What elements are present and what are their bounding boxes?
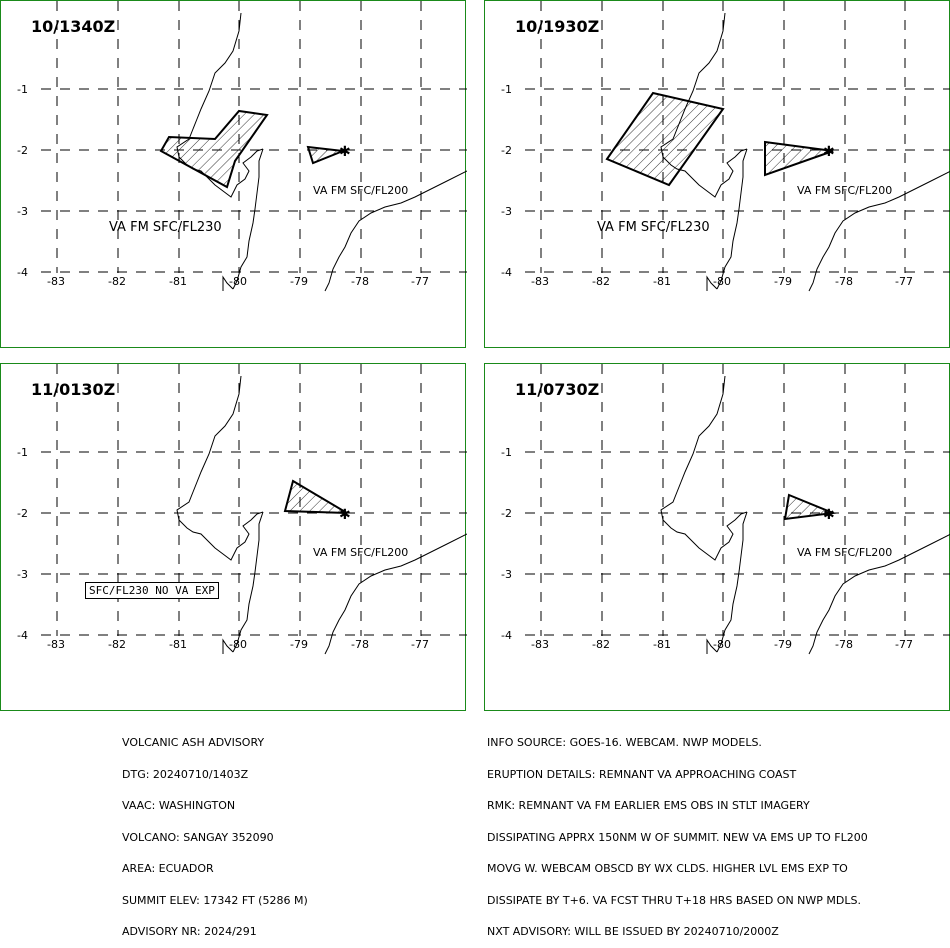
latitude-label: -3 [501,568,512,581]
advisory-line: SUMMIT ELEV: 17342 FT (5286 M) [122,893,308,907]
longitude-label: -82 [108,275,126,288]
volcano-marker-icon: ✱ [823,507,835,523]
map-canvas [485,364,950,712]
ash-label-east: VA FM SFC/FL200 [313,546,409,559]
longitude-label: -83 [47,638,65,651]
advisory-line: VOLCANIC ASH ADVISORY [122,736,265,749]
latitude-label: -2 [17,507,28,520]
volcano-marker-icon: ✱ [339,507,351,523]
longitude-label: -80 [713,275,731,288]
advisory-line: ADVISORY NR: 2024/291 [122,925,257,938]
advisory-line: NXT ADVISORY: WILL BE ISSUED BY 20240710/2000Z [487,925,779,938]
longitude-label: -80 [229,638,247,651]
map-canvas [1,364,467,712]
ash-cloud-polygon [308,147,343,163]
ash-label-west: VA FM SFC/FL230 [109,220,222,235]
ash-label-east: VA FM SFC/FL200 [313,184,409,197]
latitude-label: -4 [17,629,28,642]
coastline [177,376,263,560]
longitude-label: -77 [895,275,913,288]
longitude-label: -81 [653,275,671,288]
advisory-line: DISSIPATE BY T+6. VA FCST THRU T+18 HRS BASED ON NWP MDLS. [487,893,861,907]
longitude-label: -79 [290,275,308,288]
longitude-label: -83 [47,275,65,288]
longitude-label: -78 [835,275,853,288]
latitude-label: -1 [501,446,512,459]
longitude-label: -81 [169,275,187,288]
coastline [661,376,747,560]
map-panel-1 [0,0,466,348]
longitude-label: -78 [835,638,853,651]
ash-label-east: VA FM SFC/FL200 [797,546,893,559]
longitude-label: -83 [531,638,549,651]
longitude-label: -78 [351,275,369,288]
panel-time: 10/1930Z [515,17,600,36]
longitude-label: -82 [592,275,610,288]
longitude-label: -77 [895,638,913,651]
latitude-label: -1 [501,83,512,96]
panel-time: 11/0130Z [31,380,116,399]
latitude-label: -2 [17,144,28,157]
volcano-marker-icon: ✱ [339,144,351,160]
latitude-label: -2 [501,507,512,520]
advisory-line: MOVG W. WEBCAM OBSCD BY WX CLDS. HIGHER LVL EMS EXP TO [487,862,848,875]
map-panel-4 [484,363,950,711]
no-va-expected-box: SFC/FL230 NO VA EXP [85,582,219,599]
longitude-label: -79 [774,275,792,288]
longitude-label: -81 [653,638,671,651]
latitude-label: -3 [17,568,28,581]
longitude-label: -80 [229,275,247,288]
longitude-label: -77 [411,275,429,288]
latitude-label: -1 [17,83,28,96]
longitude-label: -78 [351,638,369,651]
panel-time: 10/1340Z [31,17,116,36]
map-panel-3 [0,363,466,711]
advisory-line: AREA: ECUADOR [122,862,214,875]
ash-cloud-polygon [285,481,347,513]
ash-label-east: VA FM SFC/FL200 [797,184,893,197]
longitude-label: -81 [169,638,187,651]
longitude-label: -79 [290,638,308,651]
latitude-label: -2 [501,144,512,157]
latitude-label: -3 [17,205,28,218]
map-canvas [485,1,950,349]
map-canvas [1,1,467,349]
ash-cloud-polygon [161,111,267,187]
latitude-label: -4 [17,266,28,279]
advisory-right [487,717,868,948]
advisory-left [122,717,308,948]
longitude-label: -82 [108,638,126,651]
advisory-line: RMK: REMNANT VA FM EARLIER EMS OBS IN STLT IMAGERY [487,799,810,812]
advisory-line: DISSIPATING APPRX 150NM W OF SUMMIT. NEW VA EMS UP TO FL200 [487,830,868,844]
volcano-marker-icon: ✱ [823,144,835,160]
longitude-label: -79 [774,638,792,651]
latitude-label: -1 [17,446,28,459]
advisory-line: DTG: 20240710/1403Z [122,767,249,781]
advisory-line: VOLCANO: SANGAY 352090 [122,830,274,844]
latitude-label: -4 [501,266,512,279]
map-panel-2 [484,0,950,348]
advisory-line: ERUPTION DETAILS: REMNANT VA APPROACHING COAST [487,767,797,781]
advisory-line: VAAC: WASHINGTON [122,799,236,812]
longitude-label: -83 [531,275,549,288]
latitude-label: -3 [501,205,512,218]
latitude-label: -4 [501,629,512,642]
longitude-label: -82 [592,638,610,651]
ash-label-west: VA FM SFC/FL230 [597,220,710,235]
ash-cloud-polygon [607,93,723,185]
longitude-label: -77 [411,638,429,651]
longitude-label: -80 [713,638,731,651]
panel-time: 11/0730Z [515,380,600,399]
advisory-line: INFO SOURCE: GOES-16. WEBCAM. NWP MODELS. [487,736,762,749]
